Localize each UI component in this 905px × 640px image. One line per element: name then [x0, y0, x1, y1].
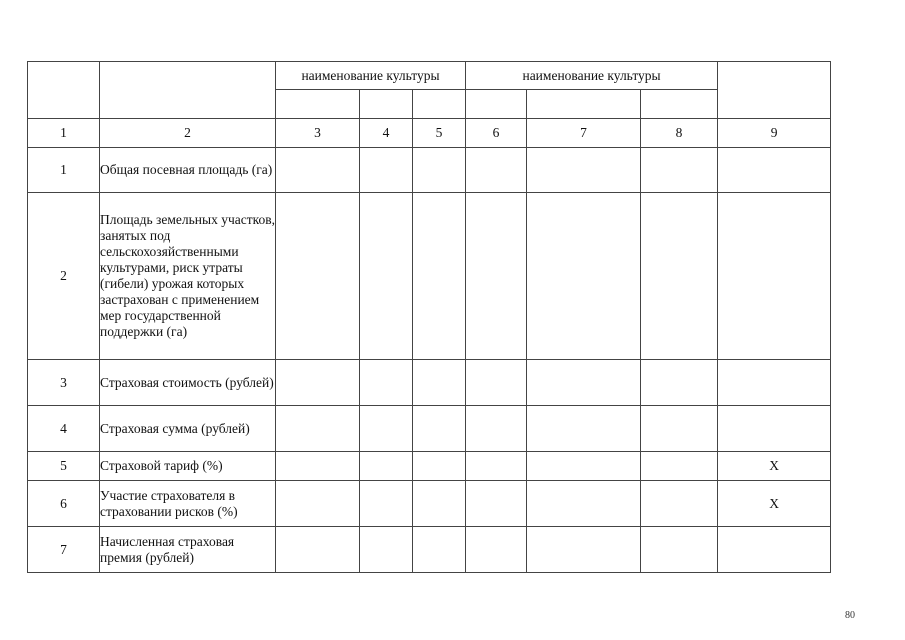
table-row	[28, 406, 831, 452]
crop-name-header-a: наименование культуры	[276, 62, 466, 90]
data-cell[interactable]	[466, 481, 527, 527]
row-number: 3	[28, 360, 100, 406]
header-empty-cell-1	[28, 62, 100, 119]
data-cell-col9[interactable]: X	[718, 481, 831, 527]
column-number-row	[28, 119, 831, 148]
data-cell[interactable]	[466, 360, 527, 406]
data-cell[interactable]	[466, 148, 527, 193]
column-number: 6	[466, 119, 527, 148]
data-cell[interactable]	[466, 193, 527, 360]
column-number: 2	[100, 119, 276, 148]
data-cell[interactable]	[360, 527, 413, 573]
data-cell[interactable]	[360, 406, 413, 452]
data-cell[interactable]	[527, 452, 641, 481]
column-number: 9	[718, 119, 831, 148]
data-cell[interactable]	[276, 527, 360, 573]
data-cell[interactable]	[360, 193, 413, 360]
row-number: 2	[28, 193, 100, 360]
data-cell[interactable]	[641, 406, 718, 452]
data-cell[interactable]	[276, 193, 360, 360]
insurance-form-table	[27, 61, 831, 573]
row-number: 5	[28, 452, 100, 481]
row-label: Общая посевная площадь (га)	[100, 148, 276, 193]
data-cell[interactable]	[641, 527, 718, 573]
header-sub-cell	[413, 90, 466, 119]
header-sub-cell	[527, 90, 641, 119]
column-number: 7	[527, 119, 641, 148]
data-cell[interactable]	[641, 481, 718, 527]
data-cell[interactable]	[466, 527, 527, 573]
data-cell[interactable]	[360, 148, 413, 193]
data-cell[interactable]	[413, 406, 466, 452]
row-number: 1	[28, 148, 100, 193]
data-cell[interactable]	[527, 360, 641, 406]
row-number: 7	[28, 527, 100, 573]
data-cell[interactable]	[527, 406, 641, 452]
row-number: 6	[28, 481, 100, 527]
crop-name-header-b: наименование культуры	[466, 62, 718, 90]
row-label: Страховой тариф (%)	[100, 452, 276, 481]
data-cell[interactable]	[413, 527, 466, 573]
data-cell-col9[interactable]	[718, 360, 831, 406]
form-table-container	[27, 61, 831, 573]
data-cell[interactable]	[276, 481, 360, 527]
data-cell-col9[interactable]	[718, 193, 831, 360]
data-cell[interactable]	[527, 148, 641, 193]
column-number: 4	[360, 119, 413, 148]
table-row	[28, 452, 831, 481]
column-number: 5	[413, 119, 466, 148]
data-cell-col9[interactable]: X	[718, 452, 831, 481]
data-cell[interactable]	[276, 406, 360, 452]
data-cell[interactable]	[641, 193, 718, 360]
data-cell[interactable]	[413, 452, 466, 481]
data-cell[interactable]	[413, 148, 466, 193]
data-cell[interactable]	[360, 481, 413, 527]
data-cell[interactable]	[413, 481, 466, 527]
table-row	[28, 148, 831, 193]
header-empty-cell-9	[718, 62, 831, 119]
table-row	[28, 481, 831, 527]
data-cell[interactable]	[276, 452, 360, 481]
column-number: 8	[641, 119, 718, 148]
header-row-group	[28, 62, 831, 90]
data-cell[interactable]	[466, 452, 527, 481]
header-sub-cell	[360, 90, 413, 119]
row-label: Начисленная страховая премия (рублей)	[100, 527, 276, 573]
data-cell-col9[interactable]	[718, 406, 831, 452]
data-cell[interactable]	[527, 481, 641, 527]
data-cell[interactable]	[527, 193, 641, 360]
table-row	[28, 527, 831, 573]
data-cell-col9[interactable]	[718, 527, 831, 573]
column-number: 1	[28, 119, 100, 148]
row-number: 4	[28, 406, 100, 452]
data-cell[interactable]	[641, 148, 718, 193]
row-label: Страховая сумма (рублей)	[100, 406, 276, 452]
data-cell[interactable]	[276, 148, 360, 193]
page-number: 80	[845, 610, 855, 621]
row-label: Участие страхователя в страховании рисков (%)	[100, 481, 276, 527]
data-cell[interactable]	[641, 360, 718, 406]
data-cell[interactable]	[527, 527, 641, 573]
data-cell[interactable]	[360, 360, 413, 406]
data-cell-col9[interactable]	[718, 148, 831, 193]
header-sub-cell	[641, 90, 718, 119]
data-cell[interactable]	[360, 452, 413, 481]
header-sub-cell	[276, 90, 360, 119]
header-sub-cell	[466, 90, 527, 119]
data-cell[interactable]	[641, 452, 718, 481]
row-label: Площадь земельных участков, занятых под сельскохозяйственными культурами, риск утраты (гибели) урожая которых застрахован с применением мер государственной поддержки (га)	[100, 193, 276, 360]
data-cell[interactable]	[276, 360, 360, 406]
row-label: Страховая стоимость (рублей)	[100, 360, 276, 406]
data-cell[interactable]	[413, 193, 466, 360]
table-row	[28, 360, 831, 406]
table-row	[28, 193, 831, 360]
data-cell[interactable]	[466, 406, 527, 452]
header-empty-cell-2	[100, 62, 276, 119]
column-number: 3	[276, 119, 360, 148]
data-cell[interactable]	[413, 360, 466, 406]
